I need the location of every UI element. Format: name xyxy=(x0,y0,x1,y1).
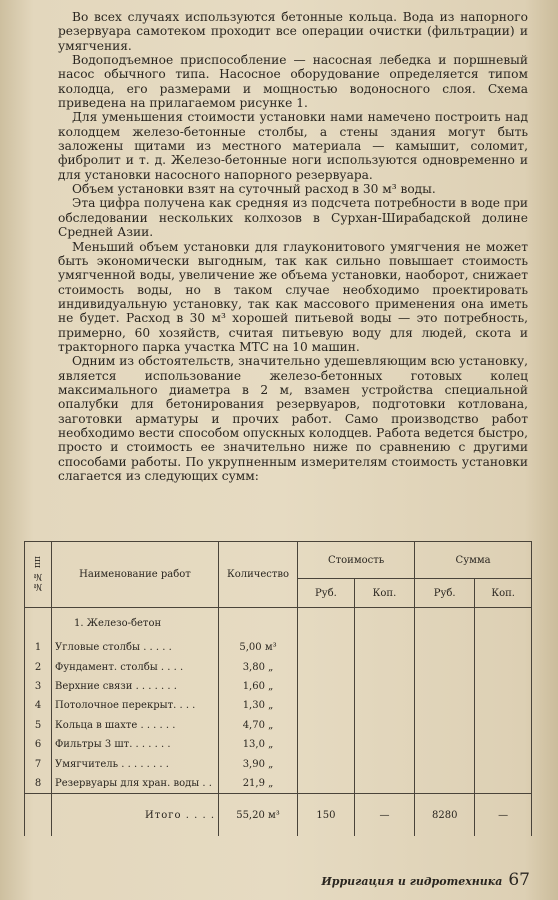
table-row: 1 Угловые столбы . . . . . 5,00 м³ xyxy=(25,638,532,657)
col-header-kop: Коп. xyxy=(354,579,414,608)
journal-name: Ирригация и гидротехника xyxy=(321,875,503,888)
total-sum-kop: — xyxy=(475,794,532,837)
table-row: 6 Фильтры 3 шт. . . . . . . 13,0 „ xyxy=(25,735,532,754)
paragraph: Водоподъемное приспособление — насосная лебедка и поршневый насос обычного типа. Насосное оборудование определяется типом колодца, его размерами и мощностью водоносного слоя. Схема приведена на прилагаемом рисунке 1. xyxy=(58,53,528,111)
section-label: 1. Железо-бетон xyxy=(52,608,219,639)
total-cost-rub: 150 xyxy=(298,794,355,837)
page-footer xyxy=(321,870,530,890)
cost-table xyxy=(24,541,532,836)
col-header-name: Наименование работ xyxy=(52,542,219,608)
paragraph: Для уменьшения стоимости установки нами намечено построить над колодцем железо-бетонные столбы, а стены здания могут быть заложены щитами из местного материала — камышит, соломит, фибролит и т. д. Железо-бетонные ноги используются одновременно и для установки насосного напорного резервуара. xyxy=(58,110,528,182)
paragraph: Меньший объем установки для глауконитового умягчения не может быть экономически выгодным, так как сильно повышает стоимость умягченной воды, увеличение же объема установки, наоборот, снижает стоимость воды, но в таком случае необходимо проектировать индивидуальную установку, так как массового применения она иметь не будет. Расход в 30 м³ хорошей питьевой воды — это потребность, примерно, 60 хозяйств, считая питьевую воду для людей, скота и тракторного парка участка МТС на 10 машин. xyxy=(58,239,528,354)
total-row xyxy=(25,794,532,837)
total-qty: 55,20 м³ xyxy=(219,794,298,837)
page-number: 67 xyxy=(508,870,530,890)
total-cost-kop: — xyxy=(354,794,414,837)
table-row: 8 Резервуары для хран. воды . . 21,9 „ xyxy=(25,774,532,794)
col-header-qty: Количество xyxy=(219,542,298,608)
total-sum-rub: 8280 xyxy=(415,794,475,837)
paragraph: Объем установки взят на суточный расход в 30 м³ воды. xyxy=(72,182,436,197)
total-label: Итого . . . . xyxy=(52,794,219,837)
paragraph: Одним из обстоятельств, значительно удешевляющим всю установку, является использование железо-бетонных готовых колец максимального диаметра в 2 м, взамен устройства специальной опалубки для бетонирования резервуаров, подготовки котлована, заготовки арматуры и прочих работ. Само производство работ необходимо вести способом опускных колодцев. Работа ведется быстро, просто и стоимость ее значительно ниже по сравнению с другими способами работы. По укрупненным измерителям стоимость установки слагается из следующих сумм: xyxy=(58,354,528,483)
col-header-cost: Стоимость xyxy=(298,542,415,579)
table-row: 7 Умягчитель . . . . . . . . 3,90 „ xyxy=(25,754,532,773)
table-row: 2 Фундамент. столбы . . . . 3,80 „ xyxy=(25,657,532,676)
body-text xyxy=(58,10,528,483)
paragraph: Во всех случаях используются бетонные кольца. Вода из напорного резервуара самотеком проходит все операции очистки (фильтрации) и умягчения. xyxy=(58,10,528,53)
table-row: 3 Верхние связи . . . . . . . 1,60 „ xyxy=(25,677,532,696)
col-header-sum: Сумма xyxy=(415,542,532,579)
table-row: 4 Потолочное перекрыт. . . . 1,30 „ xyxy=(25,696,532,715)
table-row: 5 Кольца в шахте . . . . . . 4,70 „ xyxy=(25,716,532,735)
paragraph: Эта цифра получена как средняя из подсчета потребности в воде при обследовании нескольких колхозов в Сурхан-Ширабадской долине Средней Азии. xyxy=(58,196,528,240)
col-header-rub: Руб. xyxy=(298,579,355,608)
col-header-no: №№ пп xyxy=(25,542,52,608)
col-header-kop: Коп. xyxy=(475,579,532,608)
col-header-rub: Руб. xyxy=(415,579,475,608)
